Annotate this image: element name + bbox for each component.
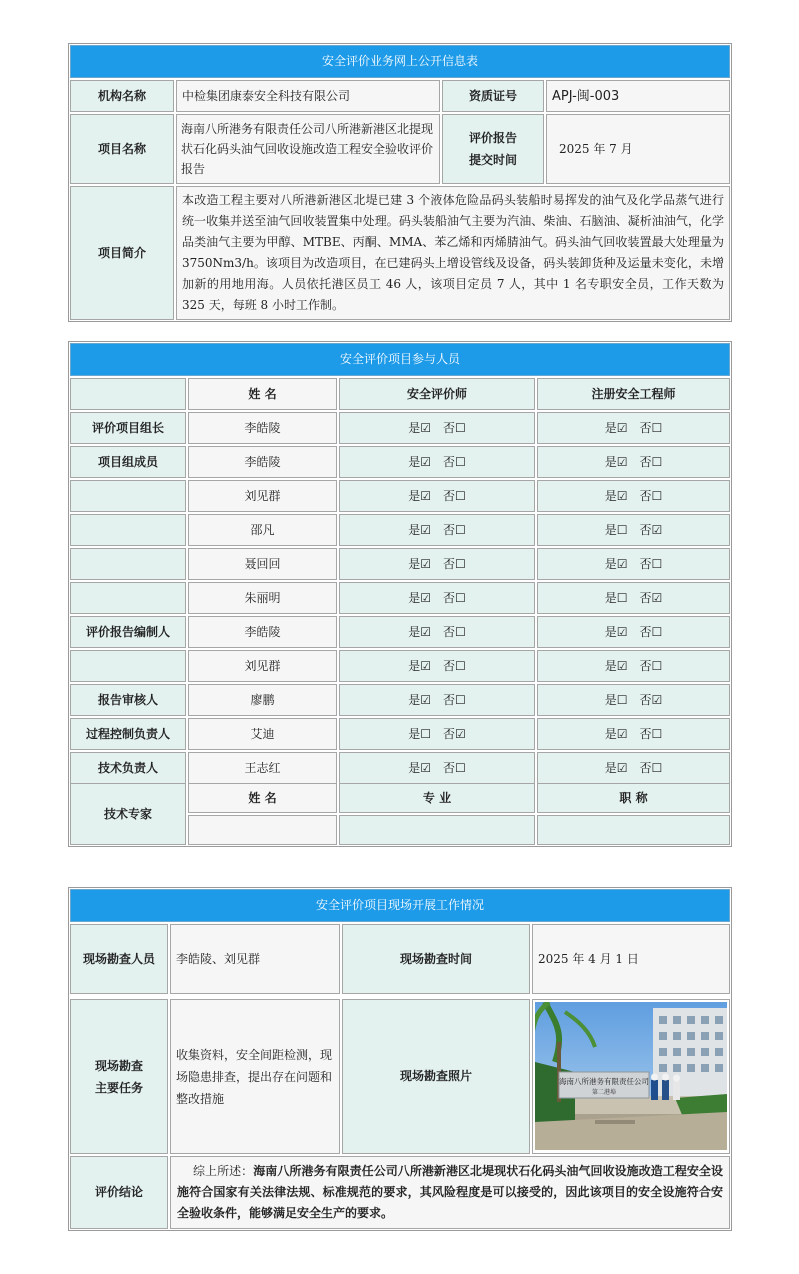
evaluator-check: 是☑ 否☐ — [339, 412, 535, 444]
cert-value: APJ-闽-003 — [546, 80, 730, 112]
personnel-table — [68, 341, 732, 847]
role-label: 项目组成员 — [70, 446, 186, 478]
engineer-check: 是☑ 否☐ — [537, 446, 730, 478]
person-name: 刘见群 — [188, 480, 337, 512]
survey-people-value: 李皓陵、刘见群 — [170, 924, 340, 994]
task-label-line2: 主要任务 — [94, 1080, 143, 1095]
engineer-check: 是☑ 否☐ — [537, 752, 730, 784]
role-label: 报告审核人 — [70, 684, 186, 716]
photo-label: 现场勘查照片 — [342, 999, 530, 1154]
person-name: 朱丽明 — [188, 582, 337, 614]
role-label: 评价报告编制人 — [70, 616, 186, 648]
person-name: 刘见群 — [188, 650, 337, 682]
evaluator-check: 是☑ 否☐ — [339, 446, 535, 478]
expert-col-title: 职 称 — [537, 783, 730, 813]
task-label-line1: 现场勘查 — [94, 1058, 143, 1073]
survey-people-label: 现场勘查人员 — [70, 924, 168, 994]
expert-name-empty — [188, 815, 337, 845]
person-name: 邵凡 — [188, 514, 337, 546]
org-value: 中检集团康泰安全科技有限公司 — [176, 80, 440, 112]
summary-label: 项目简介 — [70, 186, 174, 320]
photo-cell — [532, 999, 730, 1154]
conclusion-text: 海南八所港务有限责任公司八所港新港区北堤现状石化码头油气回收设施改造工程安全设施符合国家有关法律法规、标准规范的要求，其风险程度是可以接受的，因此该项目的安全设施符合安全验收条件，能够满足安全生产的要求。 — [177, 1164, 723, 1220]
survey-time-label: 现场勘查时间 — [342, 924, 530, 994]
conclusion-prefix: 综上所述： — [193, 1164, 254, 1178]
evaluator-check: 是☑ 否☐ — [339, 548, 535, 580]
expert-major-empty — [339, 815, 535, 845]
role-label-empty — [70, 480, 186, 512]
survey-time-value: 2025 年 4 月 1 日 — [532, 924, 730, 994]
person-name: 王志红 — [188, 752, 337, 784]
role-label-empty — [70, 514, 186, 546]
col-name-header: 姓 名 — [188, 378, 337, 410]
evaluator-check: 是☑ 否☐ — [339, 752, 535, 784]
task-label — [70, 999, 168, 1154]
personnel-table-title: 安全评价项目参与人员 — [70, 343, 730, 376]
photo-sign-sub: 第二港埠 — [591, 1089, 617, 1096]
engineer-check: 是☑ 否☐ — [537, 480, 730, 512]
summary-value: 本改造工程主要对八所港新港区北堤已建 3 个液体危险品码头装船时易挥发的油气及化学品蒸气进行统一收集并送至油气回收装置集中处理。码头装船油气主要为汽油、柴油、石脑油、凝析油油气，化学品类油气主要为甲醇、MTBE、丙酮、MMA、苯乙烯和丙烯腈油气。码头油气回收装置最大处理量为 3750Nm3/h。该项目为改造项目，在已建码头上增设管线及设备，码头装卸货种及运量未变化，未增加新的用地用海。人员依托港区员工 46 人，该项目定员 7 人，其中 1 名专职安全员，工作天数为 325 天，每班 8 小时工作制。 — [176, 186, 730, 320]
site-survey-photo — [535, 1002, 727, 1150]
expert-label: 技术专家 — [70, 783, 186, 845]
expert-col-major: 专 业 — [339, 783, 535, 813]
person-name: 李皓陵 — [188, 446, 337, 478]
evaluator-check: 是☑ 否☐ — [339, 650, 535, 682]
report-time-value: 2025 年 7 月 — [546, 114, 730, 184]
engineer-check: 是☑ 否☐ — [537, 616, 730, 648]
photo-sign-text: 海南八所港务有限责任公司 — [559, 1077, 649, 1086]
engineer-check: 是☑ 否☐ — [537, 650, 730, 682]
report-time-label-line2: 提交时间 — [468, 153, 517, 167]
evaluator-check: 是☑ 否☐ — [339, 514, 535, 546]
report-time-label — [442, 114, 544, 184]
col-engineer-header: 注册安全工程师 — [537, 378, 730, 410]
personnel-header-blank — [70, 378, 186, 410]
role-label-empty — [70, 582, 186, 614]
role-label: 技术负责人 — [70, 752, 186, 784]
col-evaluator-header: 安全评价师 — [339, 378, 535, 410]
role-label: 评价项目组长 — [70, 412, 186, 444]
engineer-check: 是☑ 否☐ — [537, 412, 730, 444]
person-name: 聂回回 — [188, 548, 337, 580]
role-label-empty — [70, 650, 186, 682]
engineer-check: 是☑ 否☐ — [537, 548, 730, 580]
task-value: 收集资料，安全间距检测，现场隐患排查，提出存在问题和整改措施 — [170, 999, 340, 1154]
info-table-title: 安全评价业务网上公开信息表 — [70, 45, 730, 78]
report-time-label-line1: 评价报告 — [468, 131, 517, 145]
engineer-check: 是☐ 否☑ — [537, 582, 730, 614]
expert-title-empty — [537, 815, 730, 845]
evaluator-check: 是☑ 否☐ — [339, 616, 535, 648]
role-label: 过程控制负责人 — [70, 718, 186, 750]
site-table — [68, 887, 732, 1231]
project-label: 项目名称 — [70, 114, 174, 184]
project-value: 海南八所港务有限责任公司八所港新港区北提现状石化码头油气回收设施改造工程安全验收评价报告 — [176, 114, 440, 184]
conclusion-label: 评价结论 — [70, 1156, 168, 1229]
role-label-empty — [70, 548, 186, 580]
person-name: 廖鹏 — [188, 684, 337, 716]
evaluator-check: 是☑ 否☐ — [339, 684, 535, 716]
evaluator-check: 是☑ 否☐ — [339, 480, 535, 512]
engineer-check: 是☑ 否☐ — [537, 718, 730, 750]
engineer-check: 是☐ 否☑ — [537, 514, 730, 546]
cert-label: 资质证号 — [442, 80, 544, 112]
engineer-check: 是☐ 否☑ — [537, 684, 730, 716]
info-table — [68, 43, 732, 322]
person-name: 艾迪 — [188, 718, 337, 750]
person-name: 李皓陵 — [188, 412, 337, 444]
evaluator-check: 是☐ 否☑ — [339, 718, 535, 750]
site-table-title: 安全评价项目现场开展工作情况 — [70, 889, 730, 922]
org-label: 机构名称 — [70, 80, 174, 112]
conclusion-value — [170, 1156, 730, 1229]
expert-col-name: 姓 名 — [188, 783, 337, 813]
person-name: 李皓陵 — [188, 616, 337, 648]
evaluator-check: 是☑ 否☐ — [339, 582, 535, 614]
